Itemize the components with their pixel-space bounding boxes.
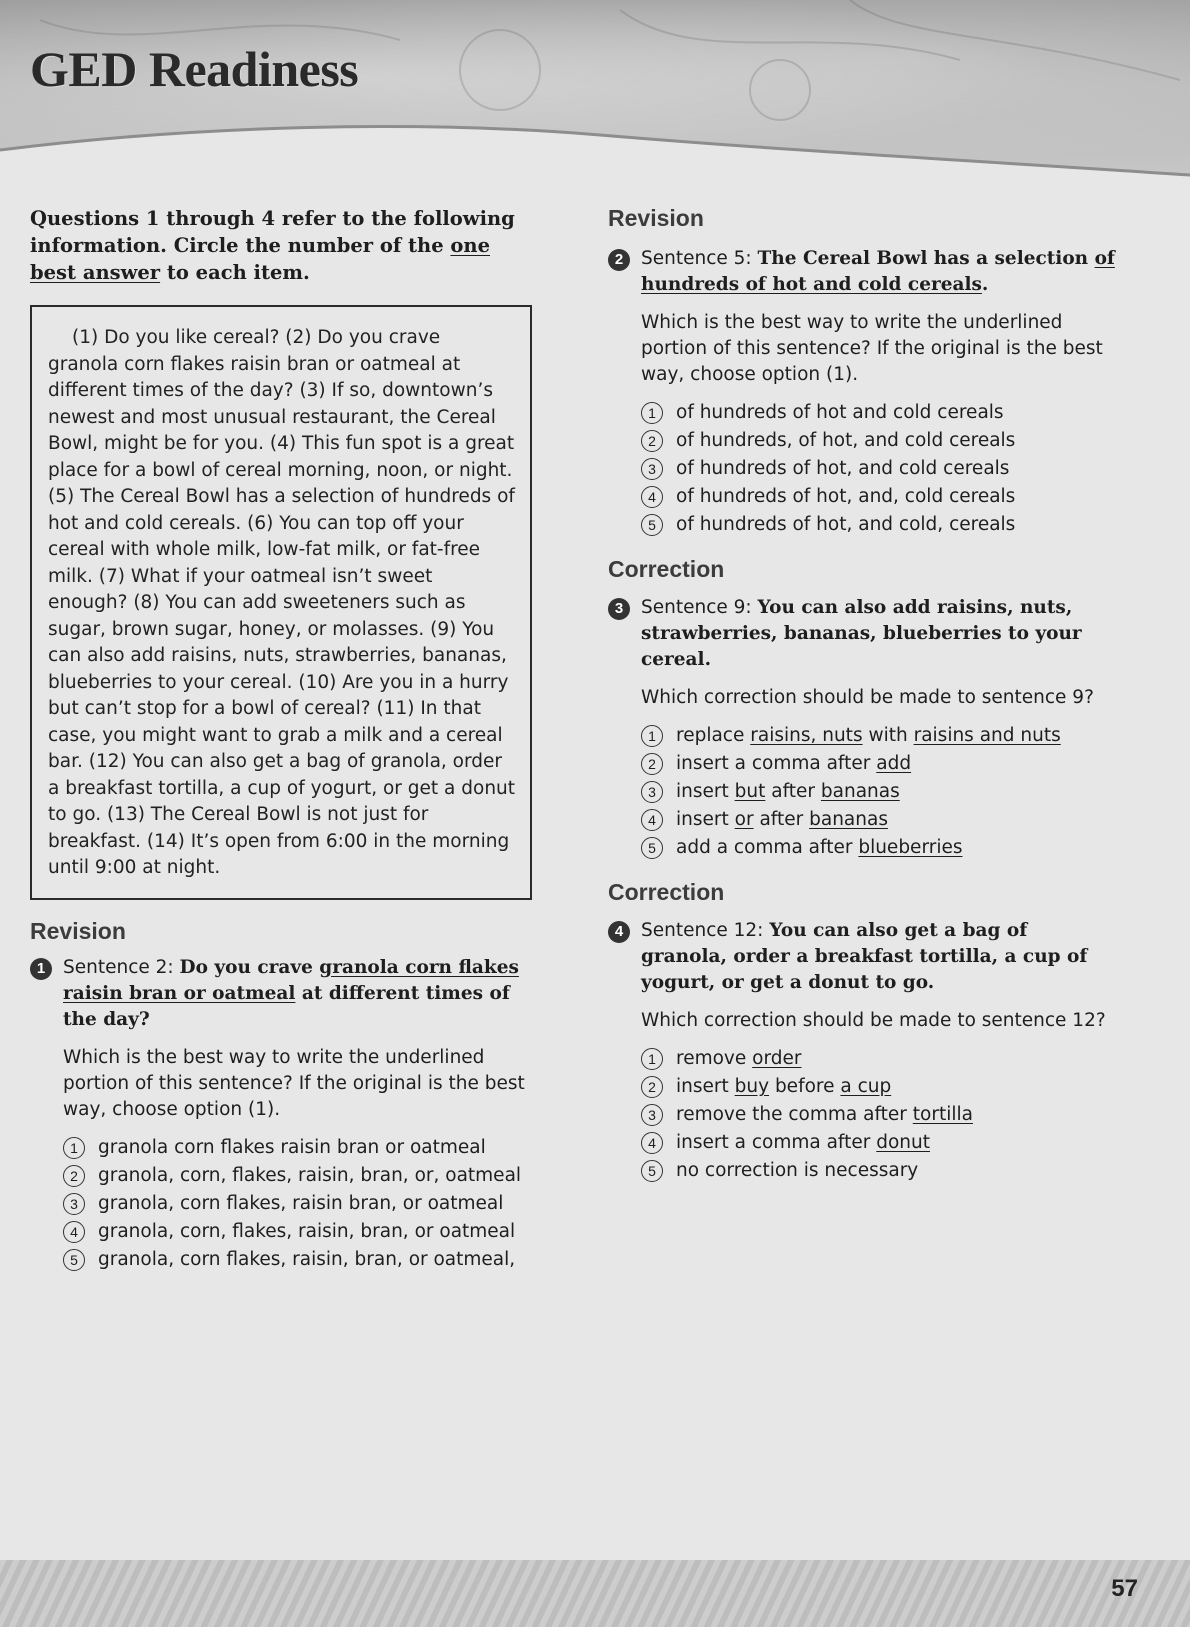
answer-option[interactable] — [641, 723, 1118, 749]
option-text: of hundreds of hot, and cold cereals — [676, 458, 1010, 479]
option-text: after — [753, 809, 810, 830]
answer-option[interactable] — [641, 456, 1118, 482]
option-underlined: but — [734, 781, 766, 802]
answer-option[interactable] — [641, 835, 1118, 861]
option-number: 2 — [641, 1076, 663, 1098]
option-number: 3 — [641, 458, 663, 480]
question-1 — [30, 955, 540, 1273]
option-text: of hundreds of hot, and cold, cereals — [676, 514, 1016, 535]
answer-option[interactable] — [641, 1130, 1118, 1156]
answer-option[interactable] — [641, 779, 1118, 805]
passage-text: (1) Do you like cereal? (2) Do you crave granola corn flakes raisin bran or oatmeal at different times of the day? (3) If so, downtown’s newest and most unusual restaurant, the Cereal Bowl, might be for you. (4) This fun spot is a great place for a bowl of cereal morning, noon, or night. (5) The Cereal Bowl has a selection of hundreds of hot and cold cereals. (6) You can top off your cereal with whole milk, low-fat milk, or fat-free milk. (7) What if your oatmeal isn’t sweet enough? (8) You can add sweeteners such as sugar, brown sugar, honey, or molasses. (9) You can also add raisins, nuts, strawberries, bananas, blueberries to your cereal. (10) Are you in a hurry but can’t stop for a bowl of cereal? (11) In that case, you might want to grab a milk and a cereal bar. (12) You can also get a bag of granola, order a breakfast tortilla, a cup of yogurt, or get a donut to go. (13) The Cereal Bowl is not just for breakfast. (14) It’s open from 6:00 in the morning until 9:00 at night. — [48, 327, 516, 878]
answer-option[interactable] — [63, 1135, 540, 1161]
option-number: 5 — [641, 514, 663, 536]
answer-options — [641, 400, 1118, 538]
option-number: 1 — [641, 402, 663, 424]
stem-underlined: granola corn flakes raisin bran or oatmeal — [63, 956, 519, 1004]
option-text: with — [862, 725, 914, 746]
question-stem — [641, 246, 1118, 298]
option-underlined: tortilla — [912, 1104, 973, 1125]
option-number: 2 — [63, 1165, 85, 1187]
option-text: remove the comma after — [676, 1104, 913, 1125]
question-stem — [63, 955, 540, 1033]
answer-options — [641, 1046, 1118, 1184]
option-number: 1 — [63, 1137, 85, 1159]
sentence-ref: Sentence 12: — [641, 920, 770, 941]
option-text: insert — [676, 1076, 735, 1097]
answer-option[interactable] — [641, 1046, 1118, 1072]
directions-text-end: to each item. — [160, 261, 310, 284]
stem-text-end: . — [981, 274, 989, 295]
option-number: 3 — [641, 781, 663, 803]
left-column — [30, 205, 540, 1275]
option-text: before — [769, 1076, 841, 1097]
answer-option[interactable] — [63, 1219, 540, 1245]
option-text: of hundreds of hot, and, cold cereals — [676, 486, 1016, 507]
question-prompt: Which correction should be made to sentence 9? — [641, 687, 1094, 708]
answer-options — [63, 1135, 540, 1273]
option-text: insert a comma after — [676, 753, 877, 774]
question-4 — [608, 918, 1118, 1184]
option-underlined: buy — [734, 1076, 770, 1097]
option-text: granola, corn flakes, raisin bran, or oatmeal — [98, 1192, 504, 1214]
answer-option[interactable] — [641, 751, 1118, 777]
header-banner — [0, 0, 1190, 190]
section-heading-revision-1: Revision — [30, 917, 126, 944]
option-text: granola, corn, flakes, raisin, bran, or, oatmeal — [98, 1164, 522, 1186]
question-prompt: Which is the best way to write the underlined portion of this sentence? If the original is the best way, choose option (1). — [63, 1046, 525, 1120]
option-underlined: bananas — [820, 781, 900, 802]
option-text: of hundreds of hot and cold cereals — [676, 402, 1004, 423]
question-number-badge: 2 — [608, 249, 630, 271]
stem-text: You can also add raisins, nuts, strawberries, bananas, blueberries to your cereal. — [641, 597, 1082, 670]
directions — [30, 205, 540, 286]
option-text: of hundreds, of hot, and cold cereals — [676, 430, 1016, 451]
question-prompt: Which correction should be made to sentence 12? — [641, 1010, 1106, 1031]
option-text: insert — [676, 809, 735, 830]
option-number: 4 — [641, 1132, 663, 1154]
option-underlined: add — [876, 753, 912, 774]
option-underlined: blueberries — [858, 837, 963, 858]
option-underlined: or — [734, 809, 754, 830]
page-number: 57 — [1111, 1575, 1138, 1602]
option-text: after — [765, 781, 821, 802]
page-title: GED Readiness — [30, 41, 359, 97]
stem-underlined: of hundreds of hot and cold cereals — [641, 248, 1115, 295]
answer-option[interactable] — [641, 1074, 1118, 1100]
option-text: granola, corn, flakes, raisin, bran, or oatmeal — [98, 1220, 516, 1242]
question-stem — [641, 595, 1118, 673]
answer-option[interactable] — [63, 1191, 540, 1217]
question-prompt: Which is the best way to write the underlined portion of this sentence? If the original is the best way, choose option (1). — [641, 312, 1103, 385]
answer-options — [641, 723, 1118, 861]
option-number: 3 — [63, 1193, 85, 1215]
option-text: add a comma after — [676, 837, 859, 858]
stem-text: Do you crave — [179, 956, 320, 978]
option-text: replace — [676, 725, 751, 746]
answer-option[interactable] — [641, 1102, 1118, 1128]
footer-band — [0, 1560, 1190, 1627]
option-text: granola, corn flakes, raisin, bran, or oatmeal, — [98, 1248, 516, 1270]
option-underlined: a cup — [840, 1076, 892, 1097]
answer-option[interactable] — [641, 484, 1118, 510]
question-number-badge: 4 — [608, 921, 630, 943]
option-number: 5 — [641, 837, 663, 859]
option-number: 2 — [641, 430, 663, 452]
answer-option[interactable] — [63, 1163, 540, 1189]
sentence-ref: Sentence 9: — [641, 597, 758, 618]
answer-option[interactable] — [641, 400, 1118, 426]
answer-option[interactable] — [63, 1247, 540, 1273]
option-number: 3 — [641, 1104, 663, 1126]
option-number: 4 — [63, 1221, 85, 1243]
stem-text: The Cereal Bowl has a selection — [757, 248, 1095, 269]
question-number-badge: 3 — [608, 598, 630, 620]
option-number: 2 — [641, 753, 663, 775]
option-underlined: raisins, nuts — [750, 725, 863, 746]
option-text: no correction is necessary — [676, 1160, 919, 1181]
option-number: 4 — [641, 486, 663, 508]
reading-passage — [30, 305, 532, 900]
directions-emphasis: one best answer — [30, 234, 491, 284]
option-text: remove — [676, 1048, 753, 1069]
section-heading-revision-2: Revision — [608, 205, 704, 231]
stem-text-end: at different times of the day? — [63, 982, 510, 1030]
answer-option[interactable] — [641, 1158, 1118, 1184]
stem-text: You can also get a bag of granola, order a breakfast tortilla, a cup of yogurt, or get a donut to go. — [641, 920, 1088, 993]
option-number: 1 — [641, 725, 663, 747]
question-stem — [641, 918, 1118, 996]
directions-text: Questions 1 through 4 refer to the following information. Circle the number of the — [30, 207, 515, 257]
option-underlined: bananas — [809, 809, 888, 830]
question-number-badge: 1 — [30, 958, 52, 980]
sentence-ref: Sentence 2: — [63, 956, 180, 978]
answer-option[interactable] — [641, 512, 1118, 538]
answer-option[interactable] — [641, 428, 1118, 454]
option-underlined: order — [752, 1048, 802, 1069]
section-heading-correction-3: Correction — [608, 556, 725, 582]
option-underlined: raisins and nuts — [913, 725, 1061, 746]
sentence-ref: Sentence 5: — [641, 248, 758, 269]
option-number: 5 — [63, 1249, 85, 1271]
question-3 — [608, 595, 1118, 861]
option-number: 5 — [641, 1160, 663, 1182]
section-heading-correction-4: Correction — [608, 879, 725, 905]
right-column — [608, 205, 1118, 1186]
option-underlined: donut — [876, 1132, 931, 1153]
option-text: granola corn flakes raisin bran or oatmeal — [98, 1136, 486, 1158]
option-number: 1 — [641, 1048, 663, 1070]
question-2 — [608, 246, 1118, 538]
option-text: insert a comma after — [676, 1132, 877, 1153]
option-number: 4 — [641, 809, 663, 831]
answer-option[interactable] — [641, 807, 1118, 833]
option-text: insert — [676, 781, 735, 802]
